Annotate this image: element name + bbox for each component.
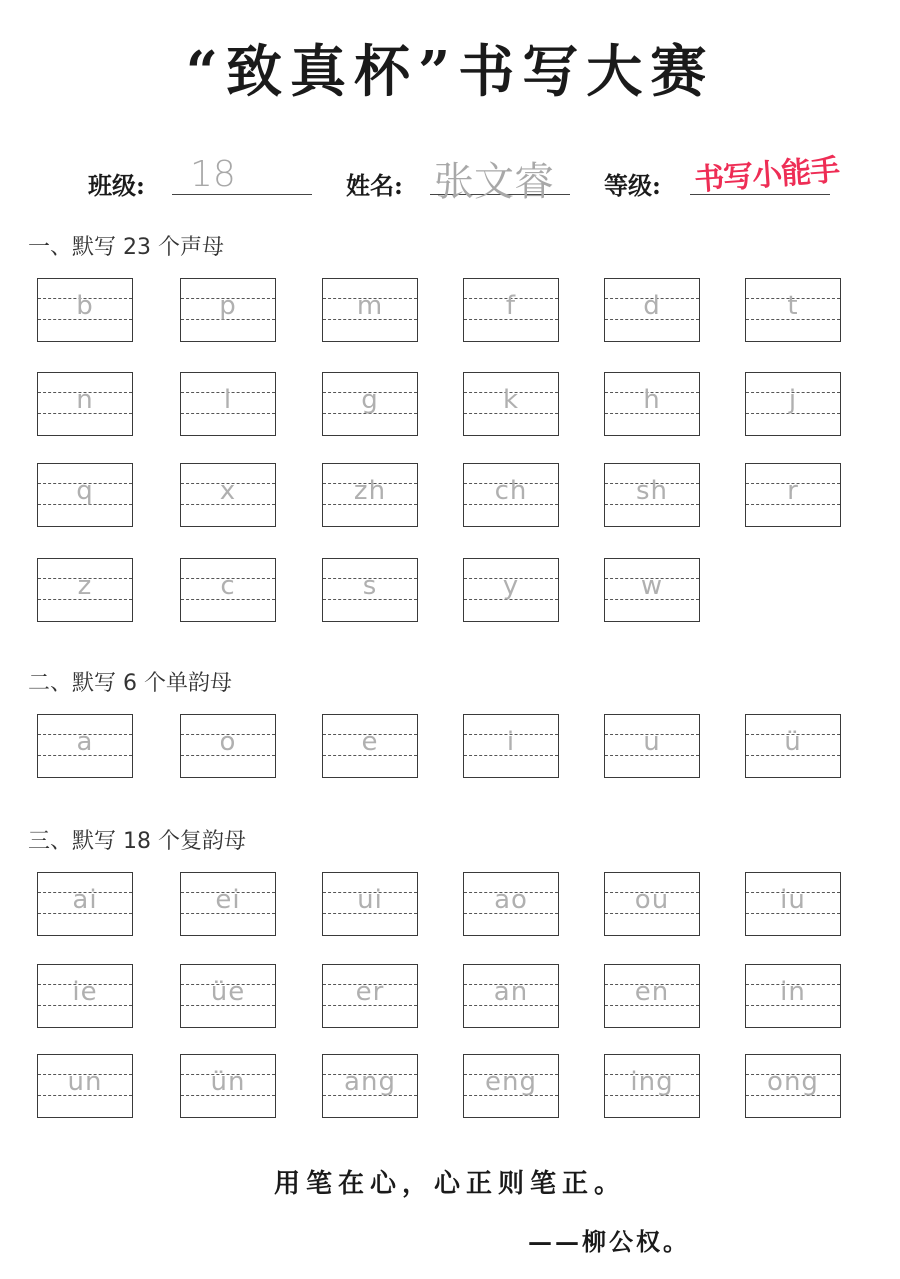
handwritten-pinyin: i (506, 727, 516, 757)
writing-cell (463, 463, 559, 527)
handwritten-pinyin: j (788, 385, 798, 415)
handwritten-pinyin: eng (485, 1067, 537, 1097)
handwritten-pinyin: ai (72, 885, 98, 915)
grade-label: 等级: (604, 171, 661, 200)
writing-cell (463, 964, 559, 1028)
writing-cell (604, 964, 700, 1028)
writing-cell (180, 714, 276, 778)
writing-cell (745, 278, 841, 342)
section-title: 一、默写 23 个声母 (28, 235, 224, 260)
writing-cell (322, 1054, 418, 1118)
writing-cell (463, 372, 559, 436)
writing-cell (37, 372, 133, 436)
class-label: 班级: (88, 171, 145, 200)
writing-cell (745, 463, 841, 527)
writing-cell (180, 463, 276, 527)
handwritten-pinyin: ou (634, 885, 670, 915)
writing-cell (745, 372, 841, 436)
section-title: 二、默写 6 个单韵母 (28, 671, 232, 696)
handwritten-pinyin: z (77, 571, 93, 601)
handwritten-pinyin: ü (784, 727, 802, 757)
handwritten-pinyin: sh (635, 476, 669, 506)
handwritten-pinyin: r (787, 476, 799, 506)
writing-cell (180, 964, 276, 1028)
writing-cell (322, 372, 418, 436)
handwritten-pinyin: l (223, 385, 233, 415)
handwritten-pinyin: en (634, 977, 670, 1007)
handwritten-pinyin: h (643, 385, 661, 415)
quote-text: 用笔在心，心正则笔正。 (273, 1169, 626, 1199)
handwritten-pinyin: y (502, 571, 520, 601)
info-row (0, 150, 900, 205)
handwritten-pinyin: ün (210, 1067, 246, 1097)
writing-cell (604, 463, 700, 527)
writing-cell (463, 278, 559, 342)
writing-cell (745, 1054, 841, 1118)
writing-cell (745, 964, 841, 1028)
writing-cell (37, 964, 133, 1028)
class-value: 18 (190, 154, 236, 195)
writing-cell (745, 872, 841, 936)
handwritten-pinyin: ui (357, 885, 383, 915)
writing-cell (463, 714, 559, 778)
handwritten-pinyin: a (76, 727, 94, 757)
writing-cell (37, 278, 133, 342)
writing-cell (604, 372, 700, 436)
handwritten-pinyin: t (787, 291, 799, 321)
handwritten-pinyin: ing (630, 1067, 674, 1097)
writing-cell (180, 278, 276, 342)
writing-cell (180, 872, 276, 936)
handwritten-pinyin: in (780, 977, 806, 1007)
handwritten-pinyin: b (76, 291, 94, 321)
writing-cell (463, 1054, 559, 1118)
writing-cell (37, 872, 133, 936)
handwritten-pinyin: o (219, 727, 237, 757)
writing-cell (322, 278, 418, 342)
writing-cell (322, 463, 418, 527)
handwritten-pinyin: an (493, 977, 529, 1007)
handwritten-pinyin: g (361, 385, 379, 415)
handwritten-pinyin: zh (353, 476, 387, 506)
writing-cell (37, 558, 133, 622)
writing-cell (180, 558, 276, 622)
handwritten-pinyin: u (643, 727, 661, 757)
handwritten-pinyin: w (640, 571, 664, 601)
writing-cell (322, 714, 418, 778)
grade-value: 书写小能手 (693, 152, 841, 199)
handwritten-pinyin: er (355, 977, 385, 1007)
writing-cell (604, 558, 700, 622)
writing-cell (180, 1054, 276, 1118)
handwritten-pinyin: q (76, 476, 94, 506)
handwritten-pinyin: ong (767, 1067, 819, 1097)
writing-cell (745, 714, 841, 778)
writing-cell (322, 872, 418, 936)
writing-cell (37, 463, 133, 527)
handwritten-pinyin: n (76, 385, 94, 415)
writing-cell (322, 964, 418, 1028)
handwritten-pinyin: üe (210, 977, 246, 1007)
writing-cell (37, 714, 133, 778)
handwritten-pinyin: un (67, 1067, 103, 1097)
handwritten-pinyin: c (220, 571, 236, 601)
handwritten-pinyin: d (643, 291, 661, 321)
handwritten-pinyin: k (502, 385, 520, 415)
writing-cell (180, 372, 276, 436)
handwritten-pinyin: ang (344, 1067, 396, 1097)
handwritten-pinyin: f (505, 291, 517, 321)
section-title: 三、默写 18 个复韵母 (28, 829, 246, 854)
page-title: “致真杯”书写大赛 (185, 39, 715, 105)
writing-cell (322, 558, 418, 622)
handwritten-pinyin: p (219, 291, 237, 321)
handwritten-pinyin: ie (72, 977, 98, 1007)
handwritten-pinyin: x (219, 476, 237, 506)
writing-cell (604, 278, 700, 342)
writing-cell (37, 1054, 133, 1118)
handwritten-pinyin: ch (494, 476, 528, 506)
handwritten-pinyin: ei (215, 885, 241, 915)
quote-author: ——柳公权。 (528, 1227, 690, 1256)
handwritten-pinyin: s (362, 571, 378, 601)
handwritten-pinyin: ao (494, 885, 528, 915)
writing-cell (604, 1054, 700, 1118)
handwritten-pinyin: m (356, 291, 384, 321)
handwritten-pinyin: e (361, 727, 379, 757)
handwritten-pinyin: iu (780, 885, 806, 915)
name-label: 姓名: (346, 171, 403, 200)
writing-cell (604, 714, 700, 778)
name-value: 张文睿 (434, 159, 554, 205)
writing-cell (604, 872, 700, 936)
writing-cell (463, 872, 559, 936)
writing-cell (463, 558, 559, 622)
